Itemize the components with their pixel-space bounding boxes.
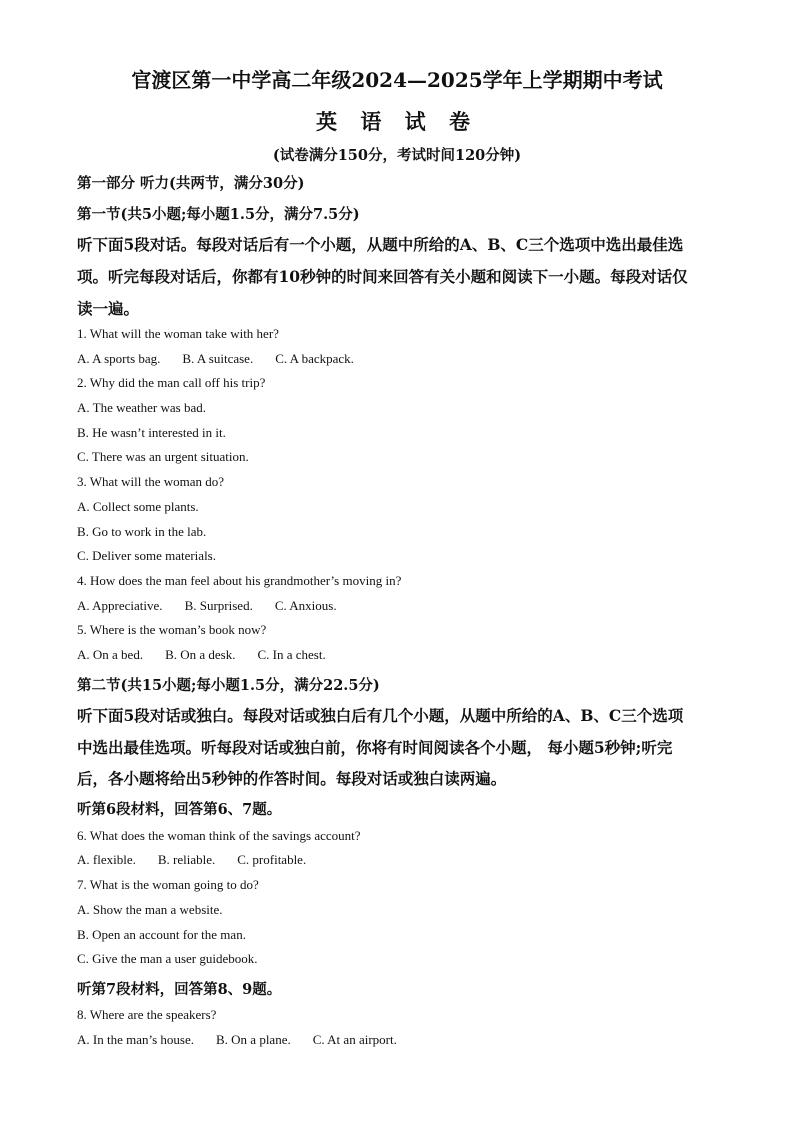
option: A. Collect some plants.	[77, 499, 199, 514]
option: B. On a desk.	[165, 647, 236, 662]
option: C. Deliver some materials.	[77, 548, 216, 563]
exam-title: 官渡区第一中学高二年级2024—2025学年上学期期中考试	[131, 68, 663, 92]
section2-instruction-line: 后，各小题将给出5秒钟的作答时间。每段对话或独白读两遍。	[77, 769, 507, 788]
option: B. On a plane.	[215, 1032, 291, 1047]
option: C. There was an urgent situation.	[77, 449, 249, 464]
option: C. At an airport.	[312, 1032, 397, 1047]
option: C. Give the man a user guidebook.	[77, 951, 258, 966]
question-stem: 5. Where is the woman’s book now?	[77, 622, 267, 637]
question-options	[77, 351, 376, 367]
option: B. reliable.	[157, 852, 216, 867]
option: A. Appreciative.	[77, 598, 163, 613]
question-options	[77, 598, 359, 614]
question-stem: 1. What will the woman take with her?	[77, 326, 279, 341]
question-options	[77, 647, 348, 663]
section1-instruction-line: 读一遍。	[77, 299, 140, 318]
group-heading: 听第7段材料，回答第8、9题。	[77, 981, 282, 998]
section2-heading: 第二节(共15小题;每小题1.5分，满分22.5分)	[77, 677, 380, 694]
question-options	[77, 852, 328, 868]
option: C. profitable.	[237, 852, 307, 867]
option: A. On a bed.	[77, 647, 144, 662]
option: C. A backpack.	[275, 351, 354, 366]
option: A. A sports bag.	[77, 351, 161, 366]
question-stem: 7. What is the woman going to do?	[77, 877, 259, 892]
question-stem: 6. What does the woman think of the savings account?	[77, 828, 361, 843]
option: C. Anxious.	[274, 598, 337, 613]
question-stem: 3. What will the woman do?	[77, 474, 225, 489]
option: A. In the man’s house.	[77, 1032, 194, 1047]
option: B. Go to work in the lab.	[77, 524, 207, 539]
part1-heading: 第一部分 听力(共两节，满分30分)	[77, 175, 305, 192]
option: B. Open an account for the man.	[77, 927, 246, 942]
section2-instruction-line: 听下面5段对话或独白。每段对话或独白后有几个小题，从题中所给的A、B、C三个选项	[77, 706, 684, 725]
group-heading: 听第6段材料，回答第6、7题。	[77, 801, 282, 818]
option: B. He wasn’t interested in it.	[77, 425, 226, 440]
option: A. The weather was bad.	[77, 400, 206, 415]
question-stem: 8. Where are the speakers?	[77, 1007, 217, 1022]
question-stem: 4. How does the man feel about his grandmother’s moving in?	[77, 573, 402, 588]
section1-heading: 第一节(共5小题;每小题1.5分，满分7.5分)	[77, 206, 360, 223]
option: B. A suitcase.	[182, 351, 254, 366]
section1-instruction-line: 听下面5段对话。每段对话后有一个小题，从题中所给的A、B、C三个选项中选出最佳选	[77, 235, 684, 254]
exam-subtitle: 英 语 试 卷	[316, 109, 478, 134]
option: A. flexible.	[77, 852, 136, 867]
question-options	[77, 1032, 419, 1048]
section1-instruction-line: 项。听完每段对话后，你都有10秒钟的时间来回答有关小题和阅读下一小题。每段对话仅	[77, 267, 688, 286]
option: C. In a chest.	[257, 647, 326, 662]
option: A. Show the man a website.	[77, 902, 223, 917]
section2-instruction-line: 中选出最佳选项。听每段对话或独白前，你将有时间阅读各个小题， 每小题5秒钟;听完	[77, 738, 673, 757]
exam-note: (试卷满分150分，考试时间120分钟)	[272, 147, 522, 164]
question-stem: 2. Why did the man call off his trip?	[77, 375, 266, 390]
option: B. Surprised.	[184, 598, 253, 613]
